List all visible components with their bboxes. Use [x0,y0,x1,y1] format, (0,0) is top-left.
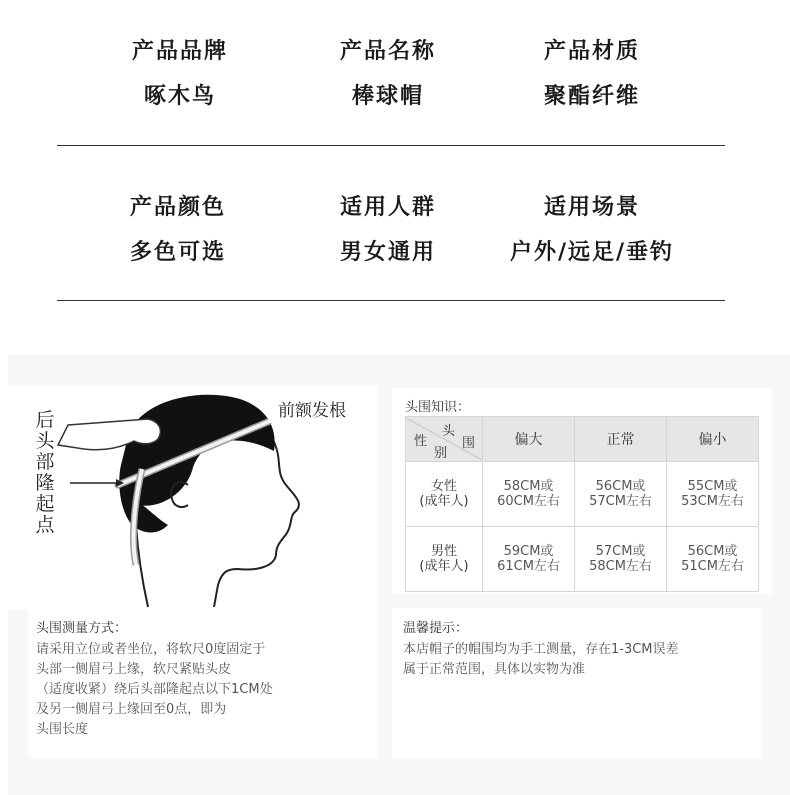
spec-value: 多色可选 [129,240,226,265]
spec-label: 产品材质 [543,39,640,64]
divider [57,300,725,301]
method-line: 及另一侧眉弓上缘回至0点，即为 [36,702,227,717]
table-cell [667,462,759,527]
row-header [406,527,483,592]
cell-line: 60CM左右 [497,494,560,509]
tip-line: 属于正常范围，具体以实物为准 [403,662,586,677]
cell-line: 58CM或 [503,479,554,494]
method-text [36,640,273,740]
knowledge-title: 头围知识： [405,400,471,415]
head-size-table [405,416,759,592]
corner-top: 头 [442,424,456,439]
table-cell [575,462,667,527]
spec-color [78,190,278,266]
spec-label: 产品名称 [339,39,436,64]
spec-name [288,34,488,110]
table-cell [667,527,759,592]
corner-right: 围 [462,436,476,451]
cell-line: 58CM左右 [589,559,652,574]
spec-label: 适用场景 [543,195,640,220]
cell-line: 56CM或 [687,544,738,559]
tip-text [403,640,679,680]
cell-line: 56CM或 [595,479,646,494]
row-header-line: 男性 [430,544,457,559]
corner-bottom: 别 [434,446,448,461]
cell-line: 51CM左右 [681,559,744,574]
table-corner-cell [406,417,483,462]
method-line: 请采用立位或者坐位，将软尺0度固定于 [36,642,266,657]
cell-line: 57CM左右 [589,494,652,509]
tip-line: 本店帽子的帽围均为手工测量，存在1-3CM误差 [403,642,679,657]
cell-line: 57CM或 [595,544,646,559]
spec-scene [472,190,712,266]
cell-line: 61CM左右 [497,559,560,574]
column-header: 偏小 [667,417,759,462]
back-head-point-label: 后头部隆起点 [35,409,55,536]
method-title: 头围测量方式： [36,621,128,636]
tip-title: 温馨提示： [403,621,469,636]
spec-label: 产品品牌 [131,39,228,64]
spec-label: 产品颜色 [129,195,226,220]
forehead-label: 前额发根 [268,392,356,425]
method-line: 头围长度 [36,722,89,737]
spec-value: 棒球帽 [351,84,424,109]
row-header [406,462,483,527]
row-header-line: (成年人) [419,494,469,509]
cell-line: 53CM左右 [681,494,744,509]
spec-audience [288,190,488,266]
divider [57,145,725,146]
column-header: 偏大 [483,417,575,462]
spec-brand [80,34,280,110]
table-cell [483,462,575,527]
spec-value: 男女通用 [339,240,436,265]
table-cell [483,527,575,592]
cell-line: 55CM或 [687,479,738,494]
table-row [406,462,759,527]
corner-left: 性 [414,434,428,449]
row-header-line: 女性 [430,479,457,494]
method-line: （适度收紧）绕后头部隆起点以下1CM处 [36,682,273,697]
spec-material [492,34,692,110]
method-line: 头部一侧眉弓上缘，软尺紧贴头皮 [36,662,232,677]
table-cell [575,527,667,592]
column-header: 正常 [575,417,667,462]
spec-label: 适用人群 [339,195,436,220]
cell-line: 59CM或 [503,544,554,559]
spec-value: 啄木鸟 [143,84,216,109]
spec-value: 聚酯纤维 [543,84,640,109]
spec-value: 户外/远足/垂钓 [509,240,675,265]
table-row [406,527,759,592]
row-header-line: (成年人) [419,559,469,574]
